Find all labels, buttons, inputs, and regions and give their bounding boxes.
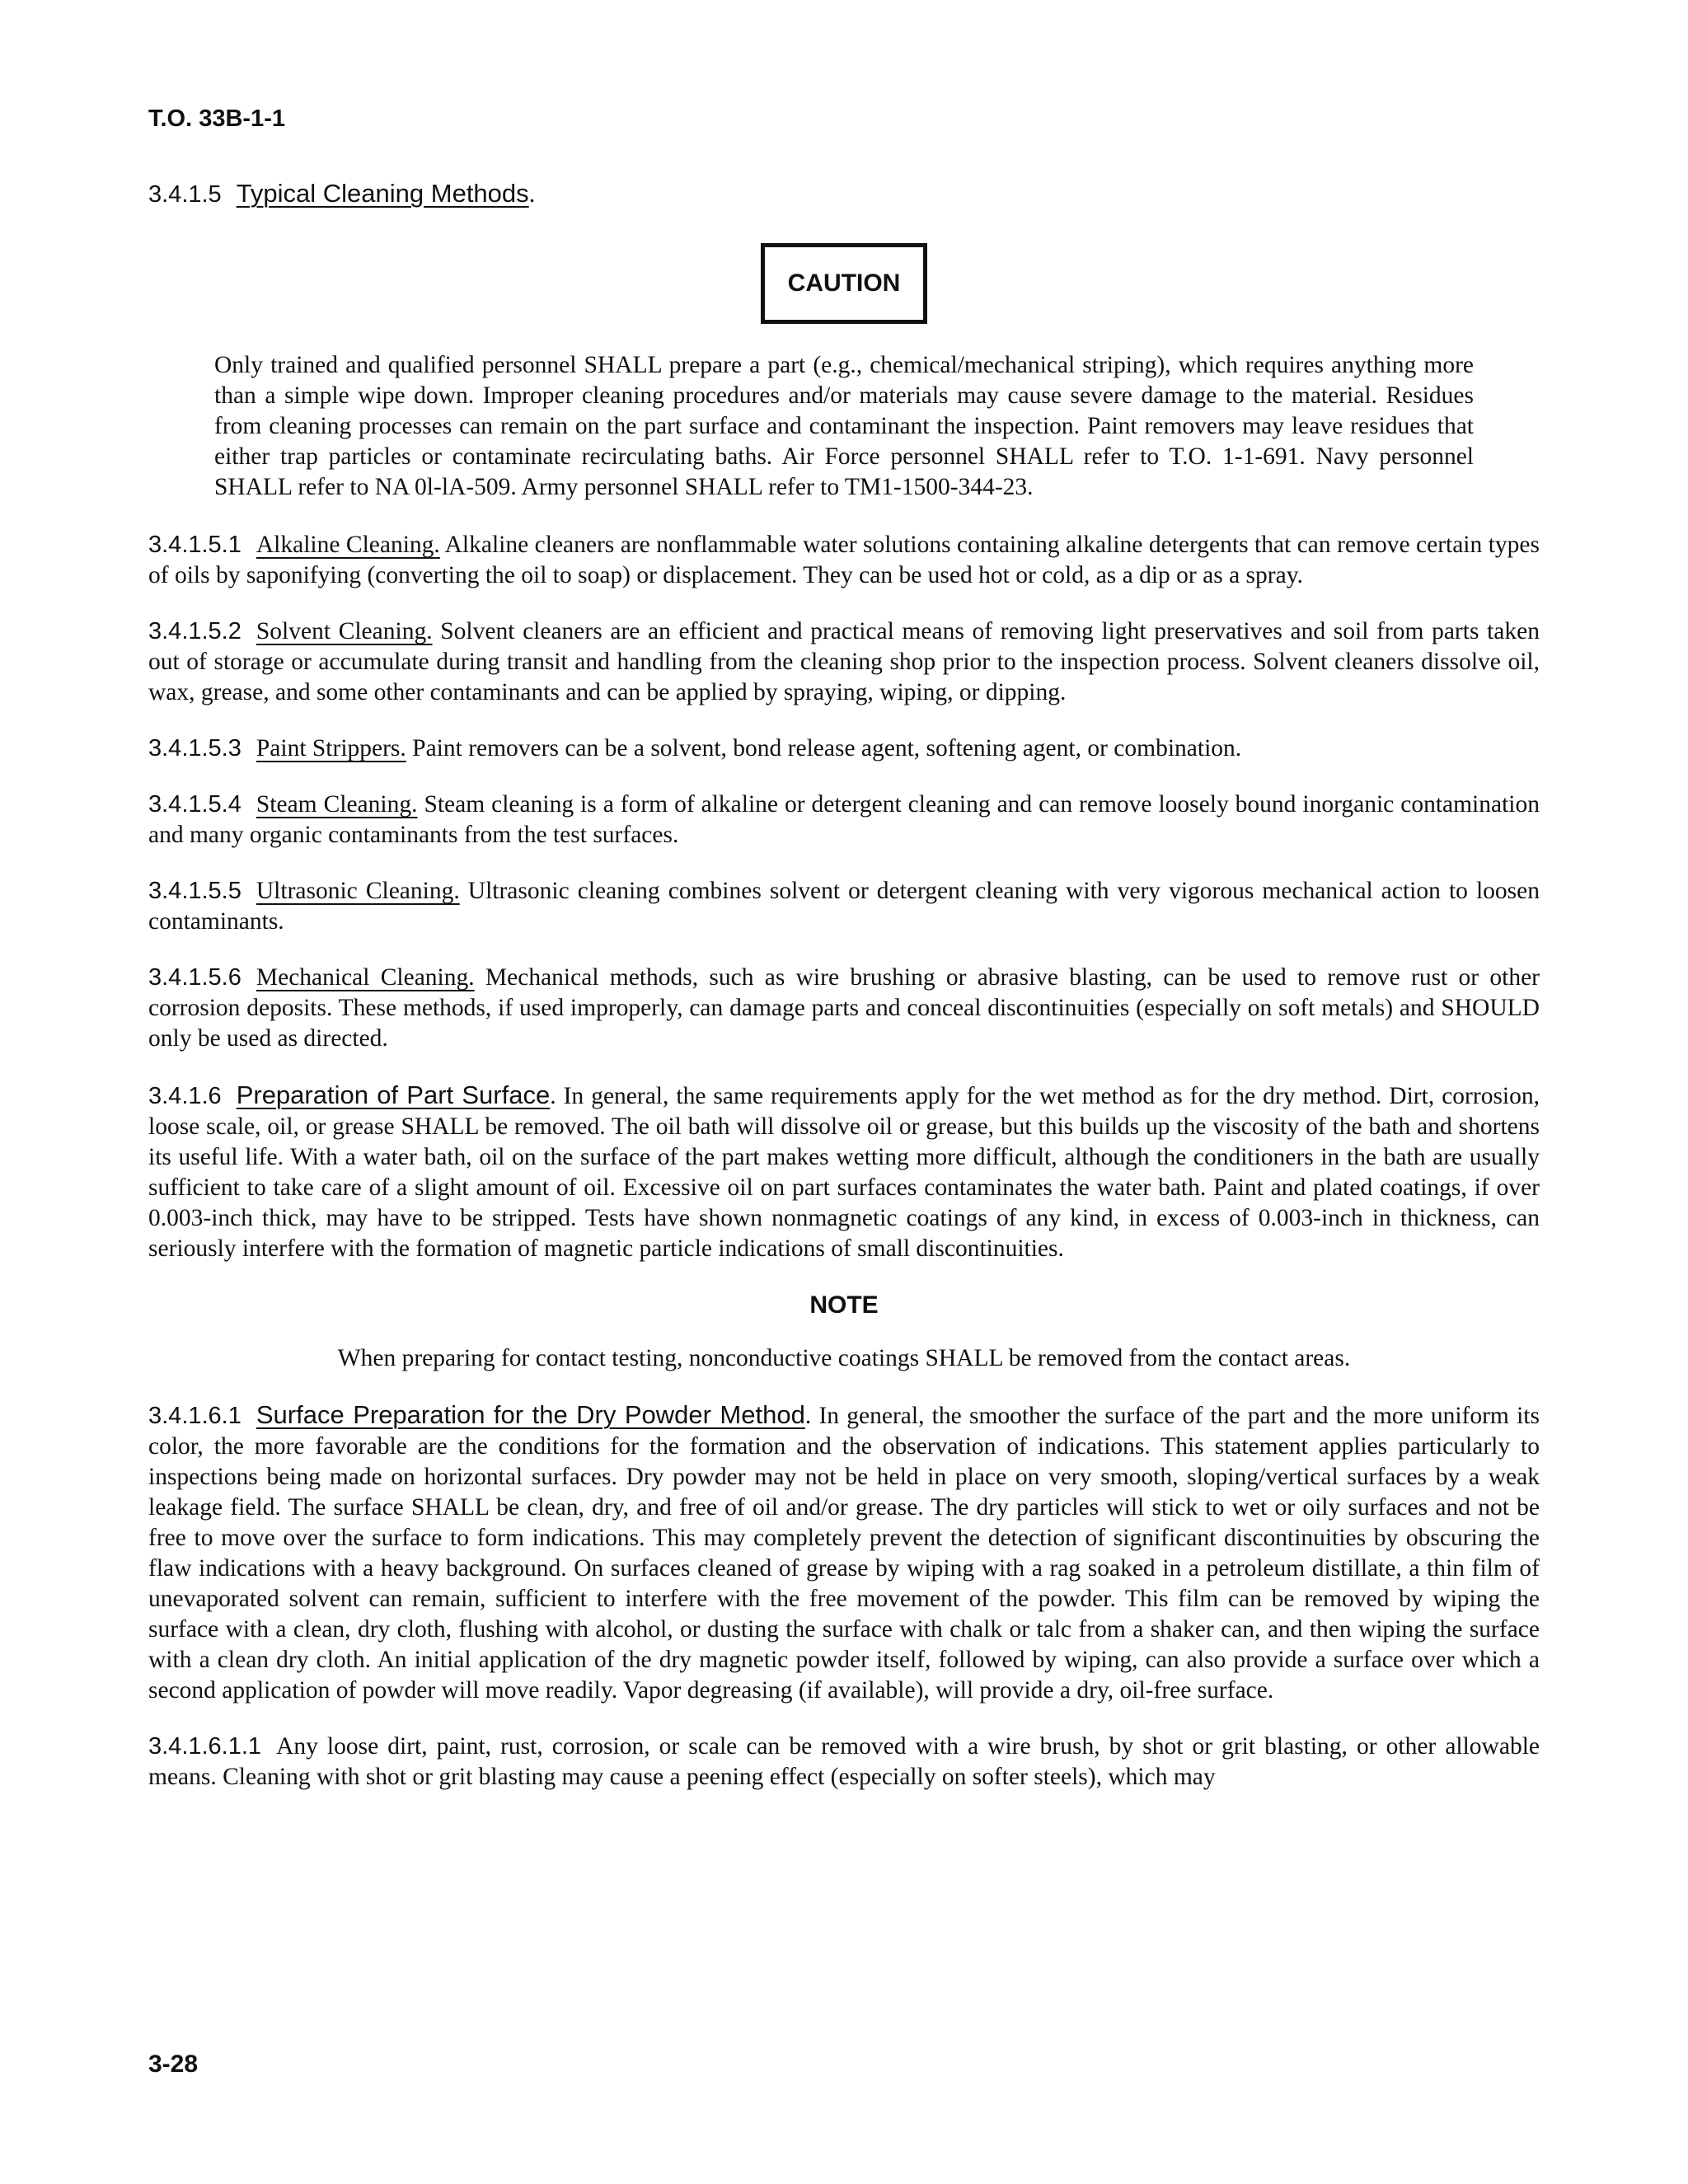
- paragraph-alkaline-cleaning: [148, 530, 1540, 591]
- paragraph-text: Paint removers can be a solvent, bond release agent, softening agent, or combination.: [406, 735, 1242, 762]
- paragraph-paint-strippers: [148, 733, 1540, 764]
- paragraph-ultrasonic-cleaning: [148, 876, 1540, 937]
- caution-header: [148, 243, 1540, 324]
- page-number: 3-28: [148, 2050, 199, 2078]
- paragraph-text: Steam cleaning is a form of alkaline or detergent cleaning and can remove loosely bound inorganic contamination and many organic contaminants from the test surfaces.: [148, 791, 1540, 848]
- paragraph-text: In general, the same requirements apply for the wet method as for the dry method. Dirt, corrosion, loose scale, oil, or grease SHALL be removed. The oil bath will dissolve oil or grease, but this builds up the viscosity of the bath and shortens its useful life. With a water bath, oil on the surface of the part makes wetting more difficult, although the conditioners in the bath are usually sufficient to take care of a slight amount of oil. Excessive oil on part surfaces contaminates the water bath. Paint and plated coatings, if over 0.003-inch thick, may have to be stripped. Tests have shown nonmagnetic coatings of any kind, in excess of 0.003-inch in thickness, can seriously interfere with the formation of magnetic particle indications of small discontinuities.: [148, 1083, 1540, 1262]
- paragraph-title: Steam Cleaning.: [256, 791, 418, 818]
- paragraph-text: In general, the smoother the surface of the part and the more uniform its color, the more favorable are the conditions for the formation and the observation of indications. This statement applies particularly to inspections being made on horizontal surfaces. Dry powder may not be held in place on very smooth, sloping/vertical surfaces by a weak leakage field. The surface SHALL be clean, dry, and free of oil and/or grease. The dry particles will stick to wet or oily surfaces and not be free to move over the surface to form indications. This may completely prevent the detection of significant discontinuities by obscuring the flaw indications with a heavy background. On surfaces cleaned of grease by wiping with a rag soaked in a petroleum distillate, a thin film of unevaporated solvent can remain, sufficient to interfere with the free movement of the powder. This film can be removed by wiping the surface with a clean, dry cloth, flushing with alcohol, or dusting the surface with chalk or talc from a shaker can, and then wiping the surface with a clean dry cloth. An initial application of the dry magnetic powder itself, followed by wiping, can also provide a surface over which a second application of powder will move readily. Vapor degreasing (if available), will provide a dry, oil-free surface.: [148, 1403, 1540, 1704]
- section-title: Typical Cleaning Methods: [236, 179, 529, 208]
- note-label: NOTE: [809, 1291, 879, 1319]
- paragraph-title: Solvent Cleaning.: [256, 618, 433, 644]
- paragraph-title: Mechanical Cleaning.: [256, 964, 475, 991]
- paragraph-mechanical-cleaning: [148, 963, 1540, 1054]
- paragraph-text: Alkaline cleaners are nonflammable water solutions containing alkaline detergents that can remove certain types of oils by saponifying (converting the oil to soap) or displacement. They can be used hot or cold, as a dip or as a spray.: [148, 532, 1540, 588]
- paragraph-steam-cleaning: [148, 790, 1540, 851]
- paragraph-loose-dirt-removal: [148, 1732, 1540, 1793]
- paragraph-solvent-cleaning: [148, 616, 1540, 708]
- paragraph-number: 3.4.1.5.5: [148, 878, 241, 904]
- paragraph-title: Surface Preparation for the Dry Powder Method: [256, 1400, 805, 1429]
- paragraph-number: 3.4.1.5.6: [148, 964, 241, 991]
- document-id: T.O. 33B-1-1: [148, 105, 285, 132]
- paragraph-preparation-of-part-surface: [148, 1080, 1540, 1264]
- paragraph-number: 3.4.1.6.1: [148, 1403, 241, 1429]
- paragraph-text: Solvent cleaners are an efficient and practical means of removing light preservatives and soil from parts taken out of storage or accumulate during transit and handling from the cleaning shop prior to the inspection process. Solvent cleaners dissolve oil, wax, grease, and some other contaminants and can be applied by spraying, wiping, or dipping.: [148, 618, 1540, 705]
- paragraph-title-suffix: .: [804, 1403, 812, 1429]
- section-title-suffix: .: [528, 179, 536, 208]
- note-text: When preparing for contact testing, nonconductive coatings SHALL be removed from the contact areas.: [337, 1345, 1351, 1371]
- paragraph-number: 3.4.1.5.1: [148, 532, 241, 558]
- page-content: [148, 178, 1540, 1818]
- caution-label: CAUTION: [761, 243, 928, 324]
- paragraph-title: Paint Strippers.: [256, 735, 406, 762]
- paragraph-number: 3.4.1.6.1.1: [148, 1733, 262, 1760]
- paragraph-text: Any loose dirt, paint, rust, corrosion, or scale can be removed with a wire brush, by shot or grit blasting, or other allowable means. Cleaning with shot or grit blasting may cause a peening effect (especially on softer steels), which may: [148, 1733, 1540, 1790]
- paragraph-number: 3.4.1.5.3: [148, 735, 241, 762]
- paragraph-title: Alkaline Cleaning.: [256, 532, 440, 558]
- paragraph-number: 3.4.1.6: [148, 1083, 222, 1109]
- paragraph-number: 3.4.1.5.2: [148, 618, 241, 644]
- paragraph-title: Preparation of Part Surface: [236, 1080, 551, 1109]
- caution-text: Only trained and qualified personnel SHALL prepare a part (e.g., chemical/mechanical striping), which requires anything more than a simple wipe down. Improper cleaning procedures and/or materials may cause severe damage to the material. Residues from cleaning processes can remain on the part surface and contaminant the inspection. Paint removers may leave residues that either trap particles or contaminate recirculating baths. Air Force personnel SHALL refer to T.O. 1-1-691. Navy personnel SHALL refer to NA 0l-lA-509. Army personnel SHALL refer to TM1-1500-344-23.: [214, 352, 1474, 500]
- section-number: 3.4.1.5: [148, 181, 222, 208]
- section-heading: [148, 178, 1540, 210]
- paragraph-title: Ultrasonic Cleaning.: [256, 878, 460, 904]
- paragraph-title-suffix: .: [550, 1083, 556, 1109]
- paragraph-text: Mechanical methods, such as wire brushing or abrasive blasting, can be used to remove rust or other corrosion deposits. These methods, if used improperly, can damage parts and conceal discontinuities (especially on soft metals) and SHOULD only be used as directed.: [148, 964, 1540, 1052]
- paragraph-dry-powder-surface-preparation: [148, 1399, 1540, 1706]
- paragraph-number: 3.4.1.5.4: [148, 791, 241, 818]
- paragraph-text: Ultrasonic cleaning combines solvent or detergent cleaning with very vigorous mechanical action to loosen contaminants.: [148, 878, 1540, 935]
